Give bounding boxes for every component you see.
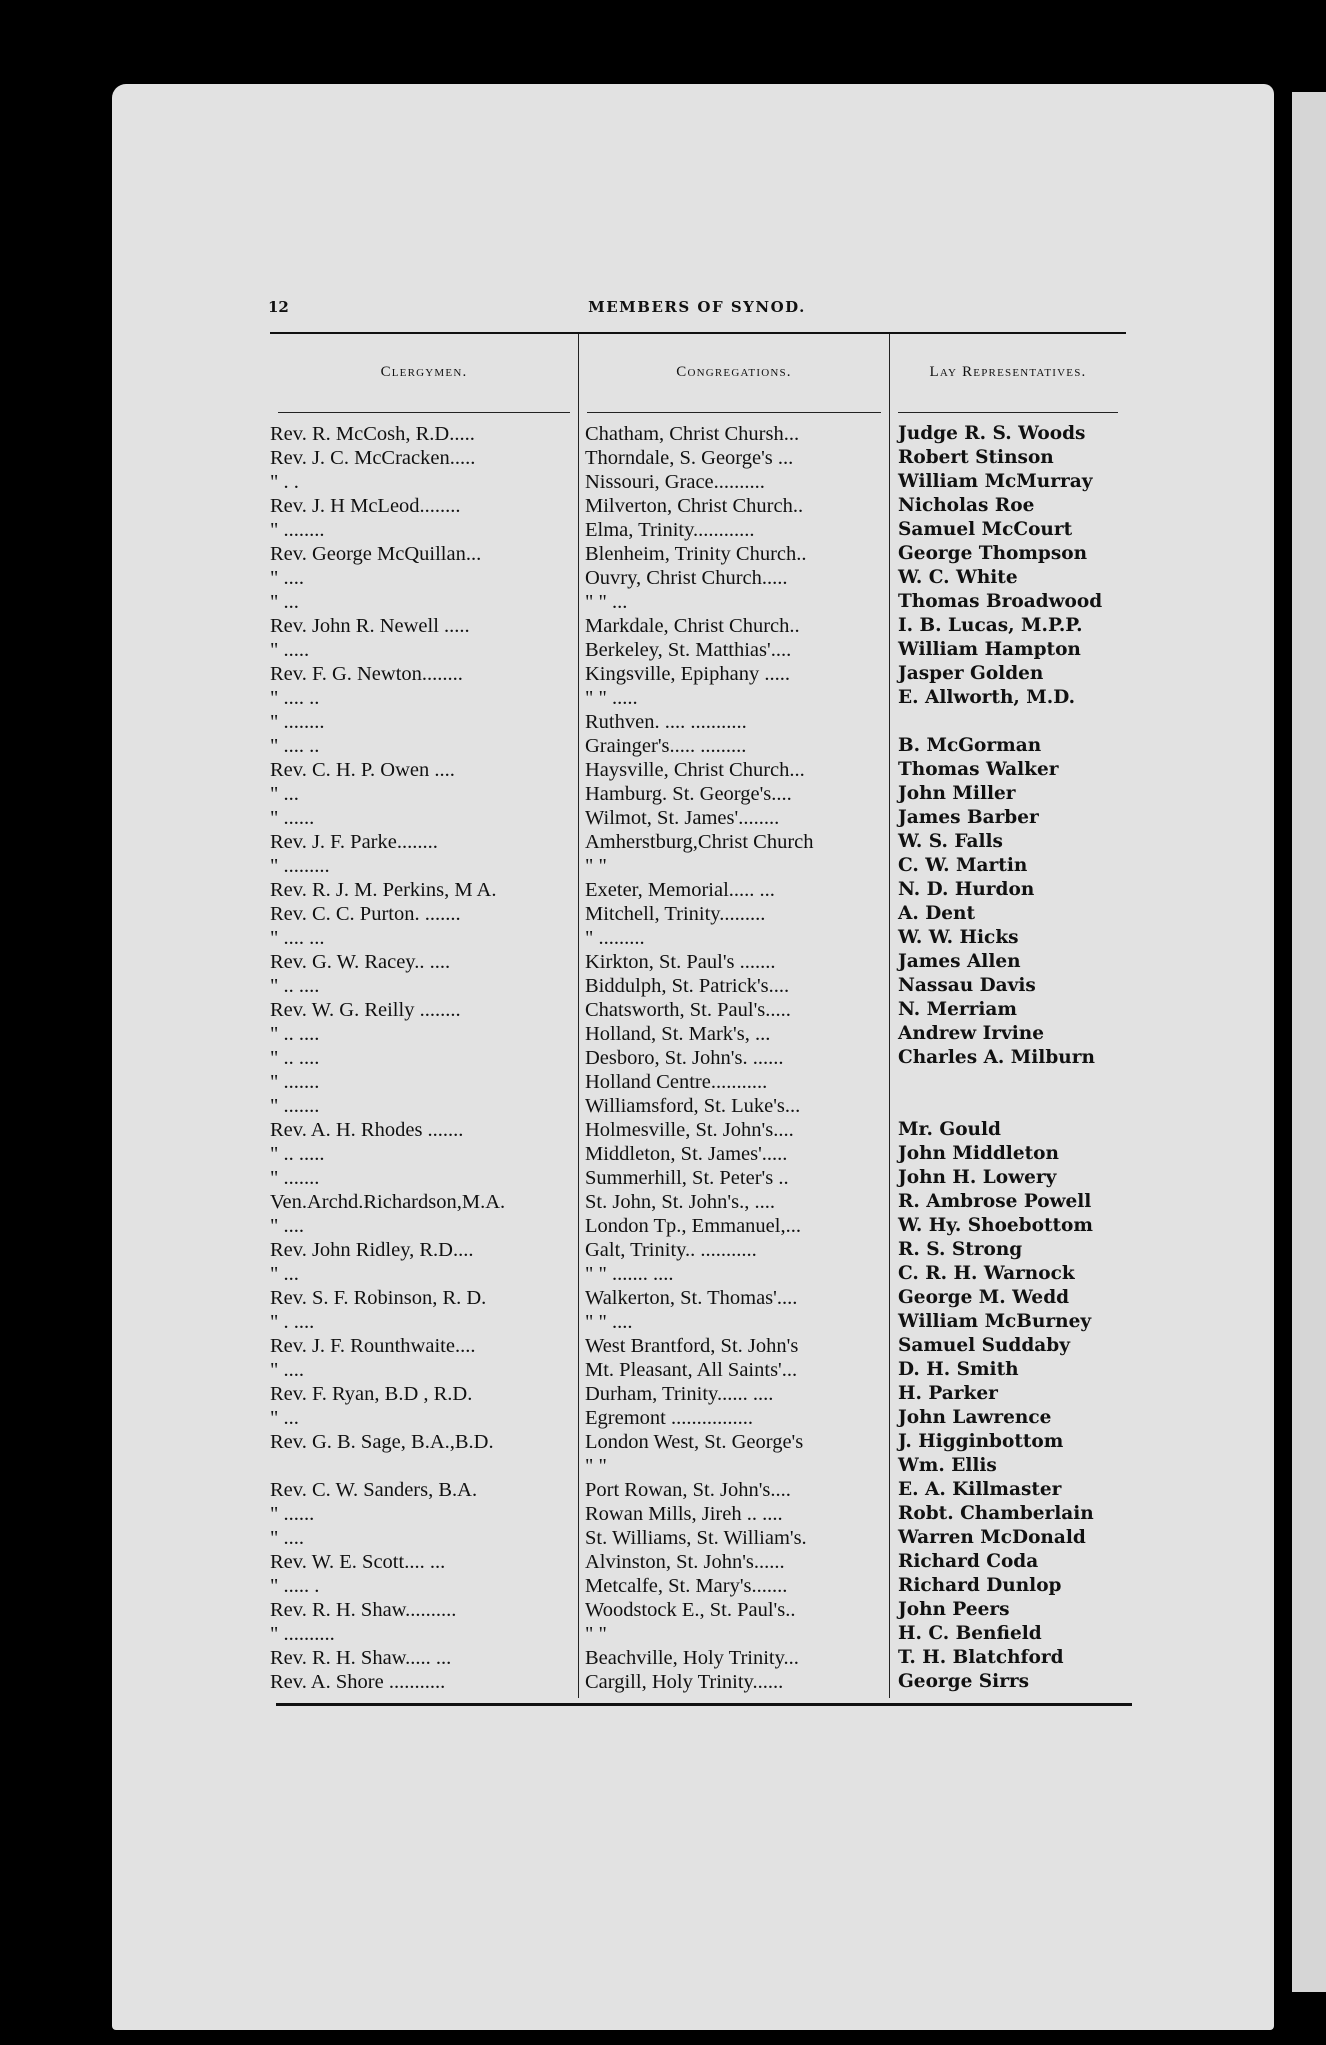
clergyman-entry: Rev. J. C. McCracken..... [270,447,476,469]
congregation-entry: " " [585,1623,607,1645]
lay-representative-entry: Robert Stinson [898,447,1054,468]
congregation-entry: London Tp., Emmanuel,... [585,1215,801,1237]
running-title: MEMBERS OF SYNOD. [588,298,806,316]
congregation-entry: " ......... [585,927,645,949]
clergyman-entry: Rev. W. G. Reilly ........ [270,999,461,1021]
clergyman-entry: Ven.Archd.Richardson,M.A. [270,1191,506,1213]
congregation-entry: Holland, St. Mark's, ... [585,1023,771,1045]
lay-representative-entry: A. Dent [898,903,976,924]
clergyman-entry: " ..... [270,639,310,661]
lay-representative-entry: James Allen [898,951,1021,972]
lay-representative-entry: John H. Lowery [898,1167,1057,1188]
congregation-entry: Durham, Trinity...... .... [585,1383,774,1405]
lay-representative-entry: William McBurney [898,1311,1092,1332]
congregation-entry: St. John, St. John's., .... [585,1191,775,1213]
congregation-entry: Kingsville, Epiphany ..... [585,663,790,685]
lay-representative-entry: Judge R. S. Woods [898,423,1086,444]
clergyman-entry: Rev. J. F. Parke........ [270,831,438,853]
clergyman-entry: " ........ [270,711,325,733]
lay-representative-entry: Robt. Chamberlain [898,1503,1094,1524]
clergyman-entry: " ..... . [270,1575,320,1597]
congregation-entry: Beachville, Holy Trinity... [585,1647,799,1669]
clergyman-entry: Rev. R. J. M. Perkins, M A. [270,879,497,901]
congregation-entry: Blenheim, Trinity Church.. [585,543,807,565]
clergyman-entry: " ...... [270,807,315,829]
congregation-entry: " " [585,1455,607,1477]
congregation-entry: Holmesville, St. John's.... [585,1119,794,1141]
congregation-entry: Mitchell, Trinity......... [585,903,766,925]
lay-representative-entry: H. C. Benfield [898,1623,1042,1644]
lay-representative-entry: George Sirrs [898,1671,1030,1692]
lay-representative-entry: Nicholas Roe [898,495,1035,516]
clergyman-entry: " .... [270,1527,304,1549]
clergyman-entry: " .. .... [270,975,320,997]
lay-representative-entry [890,1094,1126,1118]
clergyman-entry: " ... [270,1263,299,1285]
congregation-entry: " " ....... .... [585,1263,674,1285]
clergyman-entry: " .... [270,567,304,589]
congregation-entry: Port Rowan, St. John's.... [585,1479,791,1501]
clergyman-entry: " . . [270,471,299,493]
lay-representative-entry: I. B. Lucas, M.P.P. [898,615,1083,636]
congregation-entry: Chatsworth, St. Paul's..... [585,999,791,1021]
clergyman-entry: Rev. C. W. Sanders, B.A. [270,1479,478,1501]
lay-representative-entry: John Miller [898,783,1016,804]
congregations-column [578,334,890,1698]
lay-representative-entry: B. McGorman [898,735,1042,756]
clergyman-entry: " ... [270,1407,299,1429]
lay-representative-entry: R. Ambrose Powell [898,1191,1092,1212]
congregation-entry: " " ..... [585,687,638,709]
clergyman-entry: " ...... [270,1503,315,1525]
clergyman-entry [270,1454,578,1478]
congregation-entry: Egremont ................ [585,1407,753,1429]
clergyman-entry: Rev. G. B. Sage, B.A.,B.D. [270,1431,494,1453]
clergyman-entry: Rev. R. McCosh, R.D..... [270,423,475,445]
clergyman-entry: " ......... [270,855,330,877]
lay-representative-entry: Thomas Walker [898,759,1059,780]
congregation-entry: Amherstburg,Christ Church [585,831,814,853]
clergyman-entry: " ....... [270,1071,320,1093]
lay-representative-entry: John Peers [898,1599,1010,1620]
congregation-entry: Grainger's..... ......... [585,735,747,757]
clergyman-entry: " .... .. [270,735,320,757]
page-number: 12 [268,298,289,316]
lay-representative-entry: W. W. Hicks [898,927,1019,948]
lay-representative-entry: Richard Coda [898,1551,1039,1572]
clergyman-entry: Rev. C. H. P. Owen .... [270,759,455,781]
congregation-entry: " " ... [585,591,628,613]
header-rule [587,412,881,413]
congregation-entry: Markdale, Christ Church.. [585,615,800,637]
lay-representative-entry: Charles A. Milburn [898,1047,1095,1068]
lay-representative-entry: W. S. Falls [898,831,1003,852]
clergyman-entry: Rev. S. F. Robinson, R. D. [270,1287,487,1309]
lay-representative-entry: D. H. Smith [898,1359,1019,1380]
header-rule [278,412,570,413]
lay-representative-entry: W. C. White [898,567,1018,588]
congregation-entry: Galt, Trinity.. ........... [585,1239,757,1261]
clergyman-entry: Rev. G. W. Racey.. .... [270,951,451,973]
lay-representative-entry: George M. Wedd [898,1287,1070,1308]
lay-representative-entry: R. S. Strong [898,1239,1023,1260]
clergyman-entry: " .......... [270,1623,335,1645]
clergyman-entry: Rev. F. G. Newton........ [270,663,463,685]
lay-representative-entry: William Hampton [898,639,1081,660]
clergymen-column [270,334,578,1698]
lay-representative-entry: N. D. Hurdon [898,879,1035,900]
congregation-entry: Hamburg. St. George's.... [585,783,792,805]
congregation-entry: Berkeley, St. Matthias'.... [585,639,792,661]
table-columns [270,334,1126,1698]
congregation-entry: Elma, Trinity............ [585,519,755,541]
lay-representative-entry: Samuel McCourt [898,519,1073,540]
clergyman-entry: Rev. J. H McLeod........ [270,495,461,517]
congregation-entry: Mt. Pleasant, All Saints'... [585,1359,798,1381]
clergyman-entry: " .. .... [270,1047,320,1069]
lay-representatives-column [890,334,1126,1698]
congregation-entry: Biddulph, St. Patrick's.... [585,975,790,997]
lay-representative-entry: H. Parker [898,1383,998,1404]
lay-representative-entry: E. A. Killmaster [898,1479,1062,1500]
clergyman-entry: Rev. F. Ryan, B.D , R.D. [270,1383,473,1405]
lay-representative-entry: C. W. Martin [898,855,1028,876]
clergyman-entry: " ........ [270,519,325,541]
congregation-entry: Summerhill, St. Peter's .. [585,1167,789,1189]
lay-representative-entry [890,1070,1126,1094]
synod-members-table [270,332,1126,1698]
congregation-entry: Walkerton, St. Thomas'.... [585,1287,798,1309]
lay-representatives-header: Lay Representatives. [929,364,1087,380]
lay-representative-entry: John Middleton [898,1143,1059,1164]
lay-representative-entry: N. Merriam [898,999,1017,1020]
lay-representative-entry: T. H. Blatchford [898,1647,1064,1668]
congregation-entry: Milverton, Christ Church.. [585,495,804,517]
lay-representative-entry: Nassau Davis [898,975,1036,996]
clergyman-entry: " .... [270,1215,304,1237]
clergyman-entry: Rev. W. E. Scott.... ... [270,1551,446,1573]
clergymen-header: Clergymen. [380,364,468,380]
clergyman-entry: Rev. C. C. Purton. ....... [270,903,461,925]
clergyman-entry: " .... [270,1359,304,1381]
congregation-entry: Ruthven. .... ........... [585,711,747,733]
lay-representative-entry: John Lawrence [898,1407,1052,1428]
clergyman-entry: " .... .. [270,687,320,709]
lay-representative-entry: Richard Dunlop [898,1575,1062,1596]
clergyman-entry: " ... [270,783,299,805]
congregations-header: Congregations. [676,364,792,380]
clergyman-entry: Rev. R. H. Shaw.......... [270,1599,457,1621]
congregation-entry: London West, St. George's [585,1431,804,1453]
clergyman-entry: " ....... [270,1095,320,1117]
lay-representative-entry: E. Allworth, M.D. [898,687,1076,708]
lay-representative-entry: Mr. Gould [898,1119,1001,1140]
congregation-entry: Williamsford, St. Luke's... [585,1095,801,1117]
congregation-entry: Holland Centre........... [585,1071,768,1093]
lay-representative-entry: Samuel Suddaby [898,1335,1070,1356]
clergyman-entry: Rev. J. F. Rounthwaite.... [270,1335,476,1357]
lay-representative-entry: Thomas Broadwood [898,591,1103,612]
congregation-entry: " " .... [585,1311,633,1333]
congregation-entry: Alvinston, St. John's...... [585,1551,785,1573]
clergyman-entry: " ....... [270,1167,320,1189]
lay-representative-entry: Jasper Golden [898,663,1044,684]
congregation-entry: St. Williams, St. William's. [585,1527,807,1549]
lay-representative-entry: James Barber [898,807,1039,828]
clergyman-entry: " .... ... [270,927,325,949]
lay-representative-entry: Wm. Ellis [898,1455,997,1476]
congregation-entry: Wilmot, St. James'........ [585,807,780,829]
clergyman-entry: Rev. R. H. Shaw..... ... [270,1647,452,1669]
clergyman-entry: Rev. A. Shore ........... [270,1671,446,1693]
lay-representative-entry: George Thompson [898,543,1088,564]
adjacent-page-edge [1292,92,1326,1992]
congregation-entry: Cargill, Holy Trinity...... [585,1671,784,1693]
congregation-entry: Woodstock E., St. Paul's.. [585,1599,796,1621]
clergyman-entry: Rev. George McQuillan... [270,543,482,565]
congregation-entry: " " [585,855,607,877]
congregation-entry: Haysville, Christ Church... [585,759,805,781]
lay-representative-entry: C. R. H. Warnock [898,1263,1075,1284]
congregation-entry: Kirkton, St. Paul's ....... [585,951,776,973]
lay-representative-entry: J. Higginbottom [898,1431,1064,1452]
congregation-entry: Desboro, St. John's. ...... [585,1047,784,1069]
lay-representative-entry: W. Hy. Shoebottom [898,1215,1093,1236]
congregation-entry: Nissouri, Grace.......... [585,471,765,493]
clergyman-entry: " ... [270,591,299,613]
header-rule [898,412,1118,413]
congregations-list [579,410,889,1698]
lay-representative-entry [890,710,1126,734]
congregation-entry: Ouvry, Christ Church..... [585,567,788,589]
table-bottom-rule [276,1703,1132,1706]
lay-representative-entry: William McMurray [898,471,1093,492]
congregation-entry: Thorndale, S. George's ... [585,447,794,469]
congregation-entry: Middleton, St. James'..... [585,1143,788,1165]
congregation-entry: Exeter, Memorial..... ... [585,879,775,901]
clergyman-entry: Rev. A. H. Rhodes ....... [270,1119,464,1141]
congregation-entry: Metcalfe, St. Mary's....... [585,1575,788,1597]
clergyman-entry: " .. .... [270,1023,320,1045]
clergyman-entry: Rev. John Ridley, R.D.... [270,1239,474,1261]
congregation-entry: West Brantford, St. John's [585,1335,799,1357]
congregation-entry: Chatham, Christ Chursh... [585,423,800,445]
lay-representatives-list [890,410,1126,1698]
clergyman-entry: Rev. John R. Newell ..... [270,615,470,637]
lay-representative-entry: Warren McDonald [898,1527,1086,1548]
clergyman-entry: " . .... [270,1311,315,1333]
clergyman-entry: " .. ..... [270,1143,325,1165]
clergymen-list [270,410,578,1698]
lay-representative-entry: Andrew Irvine [898,1023,1045,1044]
congregation-entry: Rowan Mills, Jireh .. .... [585,1503,783,1525]
